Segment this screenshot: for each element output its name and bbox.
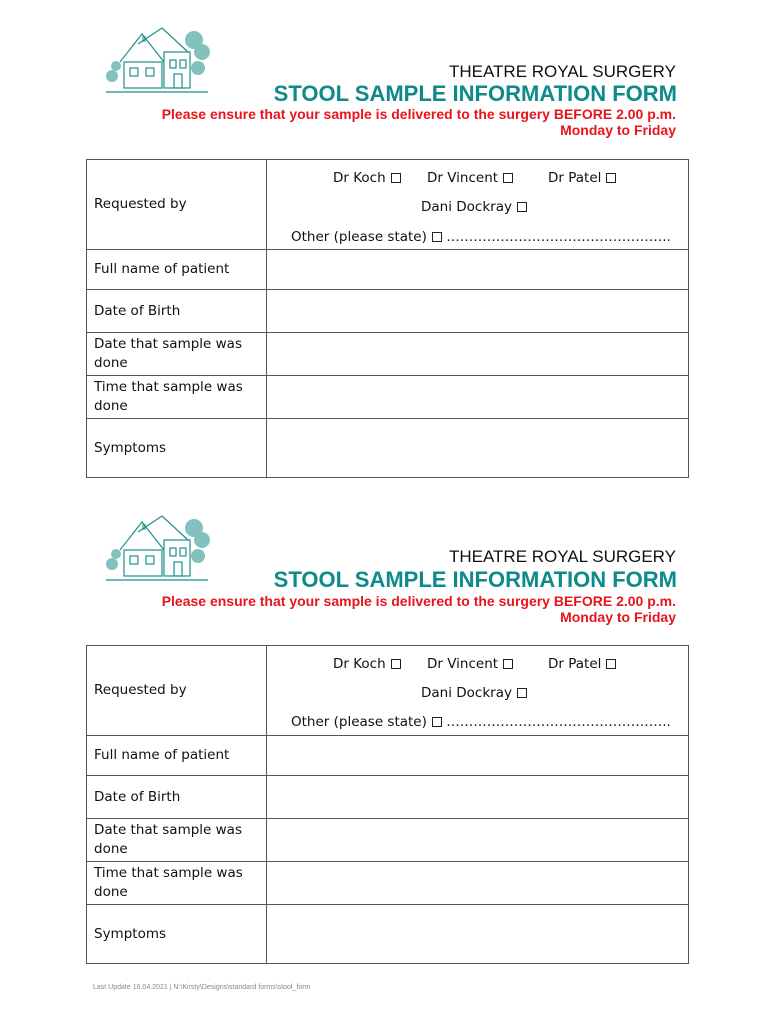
form-title: STOOL SAMPLE INFORMATION FORM <box>273 81 677 106</box>
checkbox-icon[interactable] <box>432 232 442 242</box>
option-other[interactable] <box>291 714 671 730</box>
checkbox-icon[interactable] <box>391 173 401 183</box>
checkbox-icon[interactable] <box>391 659 401 669</box>
house-illustration-icon <box>102 22 212 98</box>
other-dotted-line: ………………………………………….. <box>446 714 671 730</box>
delivery-notice <box>76 106 676 138</box>
date-of-birth-label: Date of Birth <box>87 290 267 333</box>
full-name-label: Full name of patient <box>87 250 267 290</box>
option-label: Dr Koch <box>333 656 386 672</box>
option-dr-koch[interactable] <box>333 656 401 672</box>
requested-by-options <box>267 646 689 736</box>
notice-line-1: Please ensure that your sample is delivered to the surgery BEFORE 2.00 p.m. <box>161 593 676 609</box>
requested-by-label: Requested by <box>87 160 267 250</box>
option-label: Dr Koch <box>333 170 386 186</box>
symptoms-field[interactable] <box>267 419 689 478</box>
date-of-birth-label: Date of Birth <box>87 776 267 819</box>
footer-update-note: Last Update 16.04.2021 | N:\Kirsty\Designs\standard forms\stool_form <box>93 984 311 991</box>
option-label: Other (please state) <box>291 229 427 245</box>
sample-time-field[interactable] <box>267 376 689 419</box>
form-table <box>86 159 689 478</box>
sample-date-label: Date that sample was done <box>87 333 267 376</box>
option-label: Dani Dockray <box>421 685 512 701</box>
sample-time-label: Time that sample was done <box>87 376 267 419</box>
checkbox-icon[interactable] <box>606 659 616 669</box>
sample-date-label: Date that sample was done <box>87 819 267 862</box>
delivery-notice <box>76 593 676 625</box>
checkbox-icon[interactable] <box>432 717 442 727</box>
date-of-birth-field[interactable] <box>267 290 689 333</box>
option-dr-koch[interactable] <box>333 170 401 186</box>
notice-line-1: Please ensure that your sample is delivered to the surgery BEFORE 2.00 p.m. <box>161 106 676 122</box>
option-dani-dockray[interactable] <box>421 685 527 701</box>
sample-date-field[interactable] <box>267 333 689 376</box>
sample-time-field[interactable] <box>267 862 689 905</box>
requested-by-label: Requested by <box>87 646 267 736</box>
requested-by-options <box>267 160 689 250</box>
notice-line-2: Monday to Friday <box>560 609 676 625</box>
surgery-name: THEATRE ROYAL SURGERY <box>448 547 676 566</box>
checkbox-icon[interactable] <box>606 173 616 183</box>
option-label: Other (please state) <box>291 714 427 730</box>
option-label: Dani Dockray <box>421 199 512 215</box>
symptoms-label: Symptoms <box>87 905 267 964</box>
checkbox-icon[interactable] <box>517 688 527 698</box>
option-other[interactable] <box>291 229 671 245</box>
sample-date-field[interactable] <box>267 819 689 862</box>
checkbox-icon[interactable] <box>503 659 513 669</box>
house-illustration-icon <box>102 510 212 586</box>
checkbox-icon[interactable] <box>503 173 513 183</box>
option-label: Dr Vincent <box>427 656 499 672</box>
option-dr-vincent[interactable] <box>427 656 513 672</box>
sample-time-label: Time that sample was done <box>87 862 267 905</box>
full-name-field[interactable] <box>267 250 689 290</box>
notice-line-2: Monday to Friday <box>560 122 676 138</box>
option-label: Dr Patel <box>548 656 602 672</box>
checkbox-icon[interactable] <box>517 202 527 212</box>
full-name-label: Full name of patient <box>87 736 267 776</box>
option-label: Dr Patel <box>548 170 602 186</box>
surgery-name: THEATRE ROYAL SURGERY <box>448 62 676 81</box>
option-dr-patel[interactable] <box>548 656 616 672</box>
form-title: STOOL SAMPLE INFORMATION FORM <box>273 567 677 592</box>
option-dr-patel[interactable] <box>548 170 616 186</box>
option-label: Dr Vincent <box>427 170 499 186</box>
form-table <box>86 645 689 964</box>
option-dr-vincent[interactable] <box>427 170 513 186</box>
option-dani-dockray[interactable] <box>421 199 527 215</box>
symptoms-field[interactable] <box>267 905 689 964</box>
symptoms-label: Symptoms <box>87 419 267 478</box>
other-dotted-line: ………………………………………….. <box>446 229 671 245</box>
full-name-field[interactable] <box>267 736 689 776</box>
date-of-birth-field[interactable] <box>267 776 689 819</box>
